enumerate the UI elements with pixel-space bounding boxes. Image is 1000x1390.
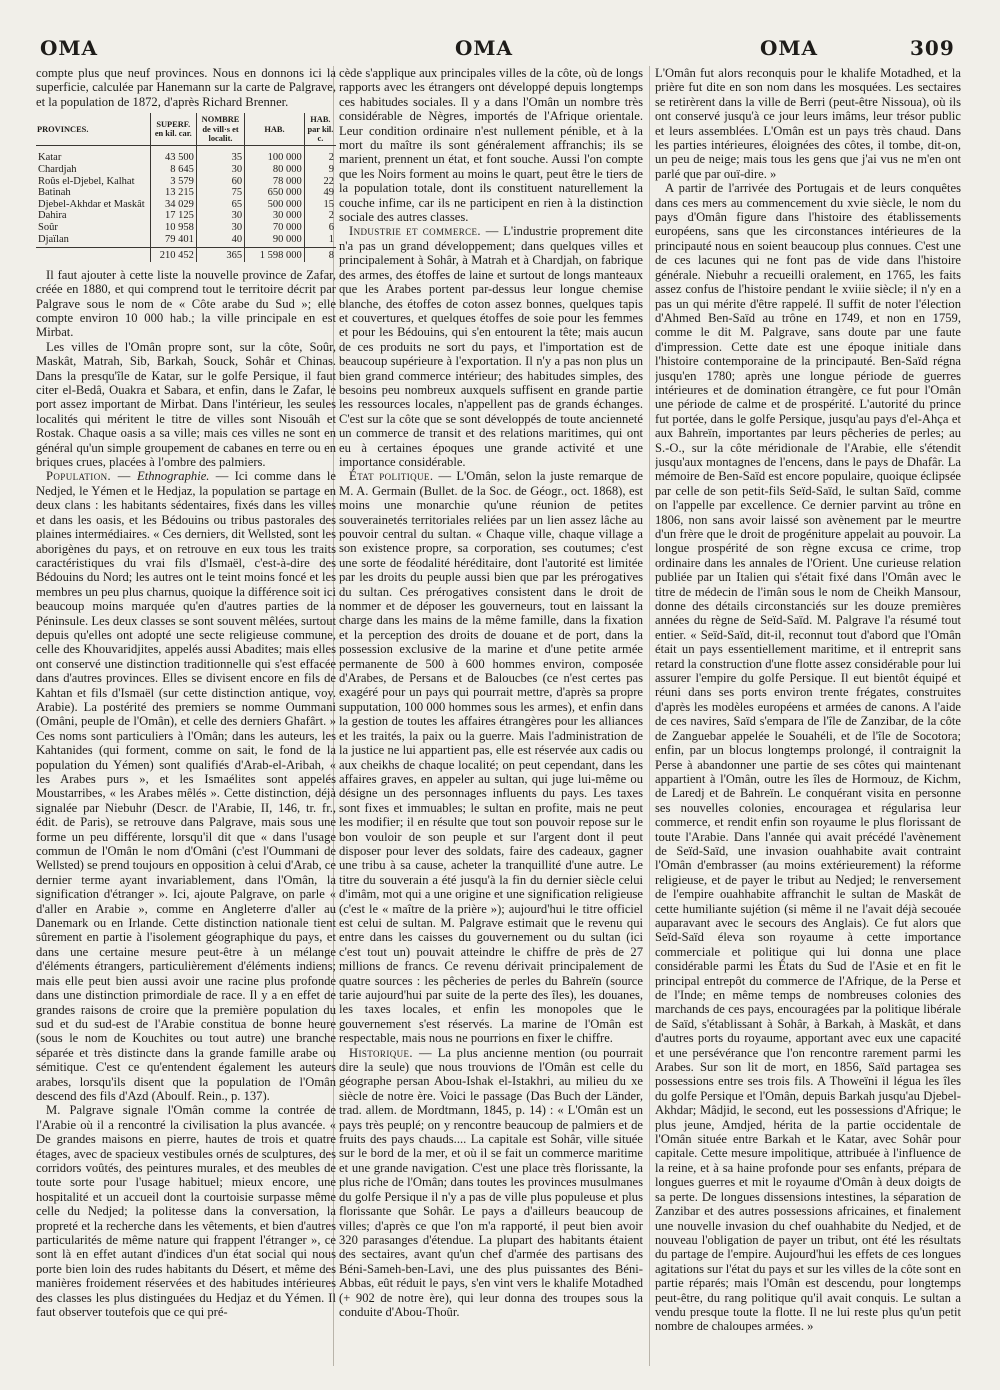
paragraph-industrie <box>339 224 643 469</box>
table-row <box>36 199 336 211</box>
total-density: 8 <box>304 248 336 262</box>
table-row <box>36 146 336 164</box>
cell-habitants: 70 000 <box>245 222 305 234</box>
section-label: Historique. — <box>349 1045 433 1060</box>
paragraph: L'Omân fut alors reconquis pour le khalife Motadhed, et la prière fut dite en son nom dans les mosquées. Les sectaires se retirèrent dans la ville de Berri (peut-être Nissoua), où ils ont conservé jusqu'à ce jour leurs imâms, leur trésor public et leurs assemblées. L'Omân est un pays très chaud. Dans les parties intérieures, éloignées des côtes, il tombe, dit-on, un peu de neige; mais tous les gens que j'ai vus ne m'en ont parlé que par ouï-dire. » <box>655 66 961 181</box>
cell-nombre: 35 <box>196 146 244 164</box>
paragraph: Les villes de l'Omân propre sont, sur la côte, Soûr, Maskât, Matrah, Sib, Barkah, Souck, Sohâr et Chinas. Dans la presqu'île de Katar, sur le golfe Persique, il faut citer el-Bedâ, Ouakra et Sabara, et enfin, dans le Zafar, le port assez important de Mirbat. Dans l'intérieur, les seules localités qui méritent le titre de villes sont Nisouâh et Rostak. Chaque oasis a sa ville; mais ces villes ne sont en général qu'un simple groupement de cabanes en terre ou en briques crues, placées à l'ombre des palmiers. <box>36 339 336 470</box>
cell-nombre: 75 <box>196 187 244 199</box>
cell-habitants: 100 000 <box>245 146 305 164</box>
paragraph-population <box>36 469 336 1103</box>
table-row <box>36 187 336 199</box>
column-left <box>36 66 336 1376</box>
section-label: État politique. — <box>349 469 452 484</box>
cell-density: 49 <box>304 187 336 199</box>
cell-province: Batinah <box>38 187 71 199</box>
column-header-nombre: NOMBRE de vill·s et localit. <box>196 113 244 146</box>
paragraph: A partir de l'arrivée des Portugais et de leurs conquêtes dans ces mers au commencement du xvie siècle, le nom du pays d'Omân figure dans l'histoire des établissements européens, sans que les circonstances intérieures de la principauté nous en soient beaucoup plus connues. C'est une de ces lacunes qui ne font pas de vide dans l'histoire générale. Niebuhr a recueilli oralement, en 1765, les faits assez confus de l'histoire pendant le xviiie siècle; il n'y en a pas un qui mérite d'être rappelé. Il suffit de noter l'élection d'Ahmed Ben-Saïd au trône en 1749, et non en 1759, comme le dit M. Palgrave, sans doute par une faute d'impression. Cette date est une époque initiale dans l'histoire contemporaine de la principauté. Ben-Saïd régna jusqu'en 1780; après une longue période de guerres intérieures et de domination étrangère, ce fut pour l'Omân une période de calme et de prospérité. L'autorité du prince fut portée, dans le golfe Persique, jusqu'au pays d'el-Ahça et aux Bahreïn, importantes par leurs pêcheries de perles; au S.-O., sur la côte méridionale de l'Arabie, elle s'étendit jusqu'aux montagnes de l'encens, dans le pays de Dhafâr. La mémoire de Ben-Saïd est encore populaire, quoique éclipsée par celle de son petit-fils Seïd-Saïd, le sultan Saïd, comme on l'appelle par excellence. Ce dernier parvint au trône en 1806, non sans avoir laissé son avènement par le meurtre d'un frère que le droit de progéniture appelait au pouvoir. La longue prospérité de son règne excusa ce crime, trop ordinaire dans les annales de l'Orient. Une curieuse relation publiée par un Italien qui s'était fixé dans l'Omân avec le titre de médecin de l'imân sous le nom de Cheikh Mansour, donne des détails circonstanciés sur les douze premières années du règne de Seïd-Saïd. M. Palgrave l'a résumé tout entier. « Seïd-Saïd, dit-il, reconnut tout d'abord que l'Omân était un pays essentiellement maritime, et il entreprit sans retard la construction d'une flotte assez considérable pour lui assurer l'empire du golfe Persique. Il eut bientôt équipé et réuni dans ses ports environ trente frégates, construites d'après les modèles européens et armées de canons. A l'aide de ces navires, Saïd s'empara de l'île de Zanzibar, de la côte de Zanguebar appelée le Souahéli, et de l'île de Socotora; enfin, par un blocus longtemps prolongé, il contraignit la Perse à abandonner une partie de ses côtes qui maintenant appartient à l'Omân, outre les îles de Hormouz, de Kichm, de Laredj et de Bahreïn. Le conquérant visita en personne ses nouvelles colonies, encouragea et régularisa leur commerce, et rendit enfin son royaume le plus florissant de toute l'Arabie. Dans l'année qui avait précédé l'avènement de Seïd-Saïd, une invasion ouahhabite avait contraint l'Omân d'embrasser (au moins extérieurement) la réforme religieuse, et de payer le tribut au Nedjed; le renversement de l'empire ouahhabite affranchit le sultan de Maskât de cette humiliante sujétion (si même il ne l'avait déjà secouée auparavant avec le secours des Anglais). Ce fut alors que Seïd-Saïd éleva son royaume à cette importance commerciale et politique qui lui donna une place considérable parmi les États du Sud de l'Asie et en fit le principal entrepôt du commerce de l'Afrique, de la Perse et de l'Inde; en même temps de nombreuses colonies des marchands de ces pays, encouragées par la politique libérale de Saïd, s'établissant à Sohâr, à Barkah, à Maskât, et dans d'autres ports du royaume, apportant avec eux une capacité et une persévérance que l'on rencontre rarement parmi les Arabes. Sur son lit de mort, en 1856, Saïd partagea ses possessions entre ses trois fils. A Thoweïni il légua les îles du golfe Persique et l'Omân, depuis Barkah jusqu'au Djebel-Akhdar; Mâdjid, le second, eut les possessions d'Afrique; le plus jeune, Amdjed, hérita de la partie occidentale de l'Omân située entre Barkah et le Katar, avec Sohâr pour capitale. Cette mesure impolitique, attribuée à l'influence de la reine, et à sa haine profonde pour ses enfants, prépara de longues guerres et mit le royaume d'Omân à deux doigts de sa perte. De longues dissensions intestines, la séparation de Zanzibar et des autres possessions africaines, et finalement une nouvelle invasion du chef ouahhabite du Nedjed, et de nouveau l'obligation de payer un tribut, ont été les résultats du partage de l'empire. Aujourd'hui les effets de ces longues agitations sur l'état du pays et sur les villes de la côte sont en partie réparés; mais l'Omân est descendu, pour longtemps peut-être, du rang politique qu'il avait conquis. Le sultan a vendu presque toute la flotte. Il ne lui reste plus qu'un petit nombre de chaloupes armées. » <box>655 181 961 1334</box>
paragraph: compte plus que neuf provinces. Nous en donnons ici la superficie, calculée par Hanemann sur la carte de Palgrave, et la population de 1872, d'après Richard Brenner. <box>36 66 336 109</box>
cell-density: 22 <box>304 176 336 188</box>
cell-habitants: 80 000 <box>245 164 305 176</box>
column-header-superficie: SUPERF. en kil. car. <box>150 113 196 146</box>
cell-superficie: 34 029 <box>150 199 196 211</box>
cell-superficie: 13 215 <box>150 187 196 199</box>
cell-habitants: 500 000 <box>245 199 305 211</box>
cell-superficie: 79 401 <box>150 234 196 248</box>
table-row <box>36 222 336 234</box>
cell-density: 15 <box>304 199 336 211</box>
section-label: Population. — <box>46 469 131 484</box>
cell-superficie: 17 125 <box>150 210 196 222</box>
paragraph-text: L'Omân, selon la juste remarque de M. A. Germain (Bullet. de la Soc. de Géogr., oct. 1868), est moins une monarchie qu'une réunion de petites souverainetés territoriales reliées par un lien assez lâche au pouvoir central du sultan. « Chaque ville, chaque village a son existence propre, sa corporation, ses coutumes; c'est une sorte de féodalité héréditaire, dont l'autorité est limitée par les droits du peuple aussi bien que par les prérogatives du sultan. Ces prérogatives consistent dans le droit de nommer et de déposer les gouverneurs, tout en laissant la charge dans les mains de la même famille, dans la fixation et la perception des droits de douane et de port, dans la possession exclusive de la marine et d'une petite armée permanente de 500 à 600 hommes environ, composée d'Arabes, de Persans et de Baloucbes (ce n'est certes pas exagéré pour un pays qui pourrait mettre, d'après sa propre supputation, 100 000 hommes sous les armes), et enfin dans la gestion de toutes les affaires étrangères pour les alliances et les traités, la paix ou la guerre. Mais l'administration de la justice ne lui appartient pas, elle est réservée aux cadis ou aux cheikhs de chaque localité; on peut cependant, dans les affaires graves, en appeler au sultan, qui juge lui-même ou désigne un des personnages influents du pays. Les taxes sont fixes et immuables; le sultan en profite, mais ne peut les modifier; il en résulte que tout son pouvoir repose sur le bon vouloir de son peuple et sur l'argent dont il peut disposer pour lever des soldats, faire des cadeaux, gagner une tribu à sa cause, acheter la tranquillité d'une autre. Le titre du souverain a été jusqu'à la fin du dernier siècle celui d'imâm, mot qui a une origine et une signification religieuse (c'est le « maître de la prière »); aujourd'hui le titre officiel est celui de sultan. M. Palgrave estimait que le revenu qui entre dans les caisses du gouvernement ou du sultan (ici c'est tout un) pouvait atteindre le chiffre de près de 27 millions de francs. Ce revenu dérivait principalement de quatre sources : les pêcheries de perles du Bahreïn (source tarie aujourd'hui par suite de la perte des îles), les douanes, les taxes locales, et enfin les monopoles que le gouvernement s'est réservés. La marine de l'Omân est respectable, mais nous ne pourrions en fixer le chiffre. <box>339 469 643 1046</box>
cell-superficie: 10 958 <box>150 222 196 234</box>
cell-superficie: 8 645 <box>150 164 196 176</box>
paragraph-etat-politique <box>339 469 643 1045</box>
column-header-density: HAB. par kil. c. <box>304 113 336 146</box>
cell-nombre: 30 <box>196 210 244 222</box>
cell-nombre: 60 <box>196 176 244 188</box>
column-header-provinces: PROVINCES. <box>36 113 150 146</box>
cell-province: Roûs el-Djebel, Kalhat <box>38 175 135 187</box>
cell-habitants: 650 000 <box>245 187 305 199</box>
cell-province: Dahira <box>38 210 67 222</box>
cell-habitants: 90 000 <box>245 234 305 248</box>
cell-density: 1 <box>304 234 336 248</box>
cell-province: Chardjah <box>38 164 77 176</box>
header-left-word: OMA <box>40 36 99 60</box>
header-right-word: OMA <box>760 36 819 60</box>
section-sublabel: Ethnographie. <box>137 469 210 484</box>
table-row <box>36 210 336 222</box>
table-total-row <box>36 248 336 262</box>
column-rule <box>649 66 650 1366</box>
section-label: Industrie et commerce. — <box>349 224 499 239</box>
cell-province: Soûr <box>38 222 58 233</box>
cell-nombre: 40 <box>196 234 244 248</box>
paragraph-text: L'industrie proprement dite n'a pas un grand développement; dans quelques villes et principalement à Sohâr, à Matrah et à Chardjah, on fabrique des armes, des étoffes de laine et surtout de longs manteaux que les Arabes portent par-dessus leur longue chemise blanche, des étoffes de coton assez bonnes, quelques tapis et couvertures, et quelques étoffes de soie pour les femmes et pour les Bédouins, qui s'en entourent la tête; mais aucun de ces produits ne sort du pays, et l'importation est de beaucoup supérieure à l'exportation. Il n'y a pas non plus un bien grand commerce intérieur; des habitudes simples, des besoins peu nombreux auxquels suffisent en grande partie les ressources locales, n'appellent pas de grands échanges. C'est sur la côte que se sont développés de toute ancienneté un commerce de transit et des relations maritimes, qui ont eu à certaines époques une grande activité et une importance considérable. <box>339 224 643 469</box>
column-right <box>655 66 961 1376</box>
cell-nombre: 30 <box>196 164 244 176</box>
paragraph: Il faut ajouter à cette liste la nouvelle province de Zafar, créée en 1880, et qui comprend tout le territoire décrit par Palgrave sous le nom de « Côte arabe du Sud »; elle compte environ 10 000 hab.; la ville principale en est Mirbat. <box>36 267 336 340</box>
cell-province: Djaïlan <box>38 233 69 245</box>
table-header-row <box>36 113 336 146</box>
cell-province: Djebel-Akhdar et Maskât <box>38 198 145 210</box>
provinces-table <box>36 113 336 262</box>
paragraph: M. Palgrave signale l'Omân comme la contrée de l'Arabie où il a rencontré la civilisation la plus avancée. « De grandes maisons en pierre, hautes de trois et quatre étages, avec de spacieux vestibules ornés de sculptures, des corridors voûtés, des peintures murales, et des meubles de toute sorte pour l'usage habituel; mieux encore, une hospitalité et un accueil dont la courtoisie surpasse même celle du Nedjed; la politesse dans la conversation, la propreté et la recherche dans les vêtements, et bien d'autres particularités de même nature qui frappent l'étranger », ce sont là en effet autant d'indices d'un état social qui nous porte bien loin des rudes habitants du Désert, et même des manières froidement réservées et des habitudes intérieures des classes les plus distinguées du Hedjaz et du Yémen. Il faut observer toutefois que ce qui pré- <box>36 1103 336 1320</box>
cell-density: 2 <box>304 210 336 222</box>
cell-nombre: 65 <box>196 199 244 211</box>
cell-superficie: 3 579 <box>150 176 196 188</box>
cell-density: 2 <box>304 146 336 164</box>
column-middle <box>339 66 643 1376</box>
page-number: 309 <box>910 36 955 60</box>
total-nombre: 365 <box>196 248 244 262</box>
cell-habitants: 78 000 <box>245 176 305 188</box>
cell-nombre: 30 <box>196 222 244 234</box>
header-center-word: OMA <box>455 36 514 60</box>
cell-empty <box>36 248 150 262</box>
total-habitants: 1 598 000 <box>245 248 305 262</box>
cell-province: Katar <box>38 152 62 164</box>
paragraph-text: La plus ancienne mention (ou pourrait dire la seule) que nous trouvions de l'Omân est celle du géographe persan Abou-Ishak el-Istakhri, au milieu du xe siècle de notre ère. Voici le passage (Das Buch der Länder, trad. allem. de Mordtmann, 1845, p. 14) : « L'Omân est un pays très peuplé; on y rencontre beaucoup de palmiers et de fruits des pays chauds.... La capitale est Sohâr, ville située sur le bord de la mer, et où il se fait un commerce maritime et une grande navigation. C'est une place très florissante, la plus riche de l'Omân; dans toutes les provinces musulmanes du golfe Persique il n'y a pas de ville plus populeuse et plus florissante que Sohâr. Le pays a d'ailleurs beaucoup de villes; d'après ce que l'on m'a rapporté, il peut bien avoir 320 parasanges d'étendue. La plupart des habitants étaient des sectaires, avant qu'un chef d'armée des partisans des Béni-Sameh-ben-Lavi, une des plus puissantes des Béni-Abbas, eût réduit le pays, s'en vint vers le khalife Motadhed (+ 902 de notre ère), qui leur donna des troupes sous la conduite d'Abou-Thoûr. <box>339 1045 643 1319</box>
paragraph-text: — Ici comme dans le Nedjed, le Yémen et le Hedjaz, la population se partage en deux clans : les habitants sédentaires, fixés dans les villes et dans les oasis, et les Bédouins ou tribus pastorales des plaines intermédiaires. « Ces derniers, dit Wellsted, sont les aborigènes du pays, et on retrouve en eux tous les traits caractéristiques du vrai fils d'Ismaël, c'est-à-dire des Bédouins du Nord; les autres ont le teint moins foncé et les membres un peu plus charnus, quoique la différence soit ici beaucoup moins marquée qu'en d'autres parties de la Péninsule. Les deux classes se sont souvent mêlées, surtout depuis qu'elles ont adopté une secte religieuse commune, celle des Khouvaridjites, appelés aussi Abadites; mais elles ont conservé une distinction traditionnelle qui s'est effacée dans d'autres provinces. Elles se divisent encore en fils de Kahtan et fils d'Ismaël (sur cette distinction antique, voy. Arabie). La postérité des premiers se nomme Oummani (Omâni, peuple de l'Omân), et celle des derniers Ghafârt. » Ces noms sont particuliers à l'Omân; dans les auteurs, les Kahtanides (qui forment, comme on sait, le fond de la population du Yémen) sont qualifiés d'Arab-el-Aribah, « les Arabes purs », et les Ismaélites sont appelés Moustarribes, « les Arabes mêlés ». Cette distinction, déjà signalée par Niebuhr (Descr. de l'Arabie, II, 146, tr. fr., édit. de Paris), se retrouve dans Palgrave, mais sous une forme un peu différente, lorsqu'il dit que « dans l'usage commun de l'Omân le nom d'Omâni (c'est l'Oummani de Wellsted) se prend toujours en opposition à celui d'Arab, ce dernier terme ayant invariablement, dans l'Omân, la signification d'étranger ». Ici, ajoute Palgrave, on parle « d'aller en Arabie », comme en Angleterre d'aller au Danemark ou en Irlande. Cette distinction nationale tient sûrement en partie à l'isolement géographique du pays, et dans une certaine mesure peut-être à un mélange d'éléments étrangers, particulièrement d'éléments indiens; mais elle peut bien aussi avoir une racine plus profonde dans une distinction primordiale de race. Il y a en effet de grandes raisons de croire que la première population du sud et du sud-est de l'Arabie constitua de bonne heure (sous le nom de Kouchites ou tout autre) une branche séparée et très distincte dans la grande famille arabe ou sémitique. C'est ce qu'entendent également les auteurs arabes, lorsqu'ils disent que la population de l'Omân descend des fils d'Azd (Aboulf. Rein., p. 137). <box>36 469 336 1103</box>
running-header <box>0 36 1000 66</box>
cell-density: 6 <box>304 222 336 234</box>
paragraph-historique <box>339 1046 643 1320</box>
cell-superficie: 43 500 <box>150 146 196 164</box>
column-header-habitants: HAB. <box>245 113 305 146</box>
table-row <box>36 164 336 176</box>
total-superficie: 210 452 <box>150 248 196 262</box>
cell-habitants: 30 000 <box>245 210 305 222</box>
table-row <box>36 234 336 248</box>
cell-density: 9 <box>304 164 336 176</box>
paragraph: cède s'applique aux principales villes de la côte, où de longs rapports avec les étrangers ont développé depuis longtemps ces habitudes sociales. Il y a dans l'Omân un nombre très considérable de Nègres, importés de l'Afrique orientale. Leur condition ordinaire n'est nullement pénible, et à la mort du maître ils sont généralement affranchis; ils se marient, prennent un état, et font souche. Aussi l'on compte que les Noirs forment au moins le quart, peut être le tiers de la population totale, dont ils constituent naturellement la couche infime, car ils ne participent en rien à la distinction sociale des autres classes. <box>339 66 643 225</box>
table-row <box>36 176 336 188</box>
